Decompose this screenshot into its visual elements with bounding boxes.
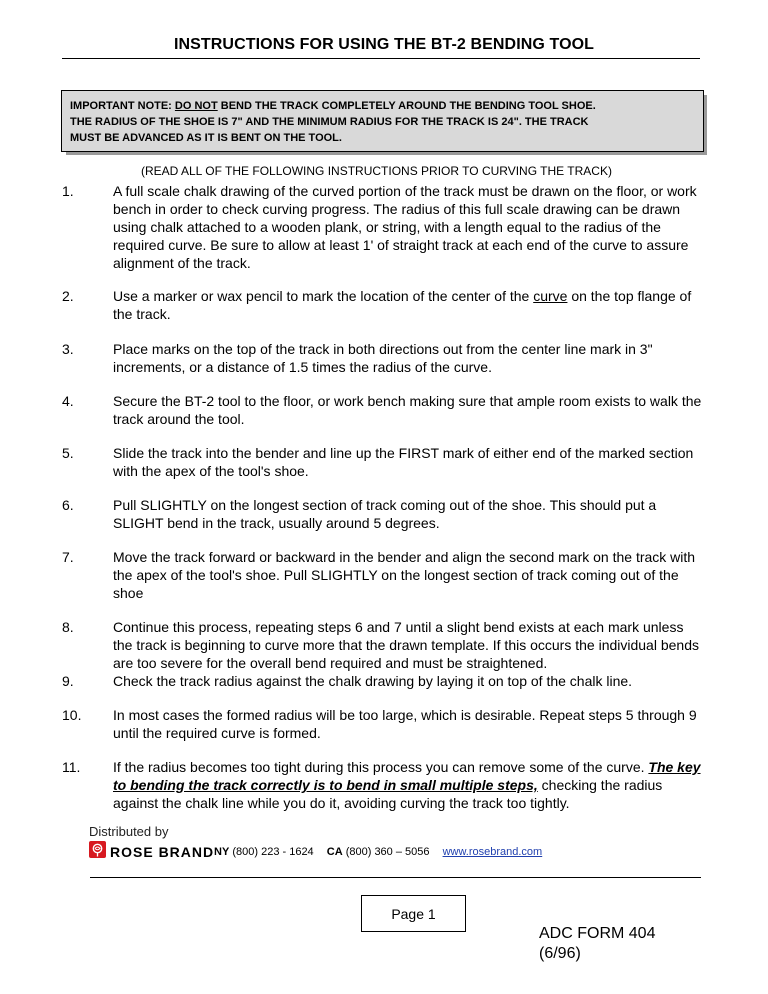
ny-label: NY: [214, 846, 230, 858]
step-number: 5.: [62, 445, 74, 461]
step-number: 3.: [62, 341, 74, 357]
step-text: Slide the track into the bender and line up the FIRST mark of either end of the marked section with the apex of the tool's shoe.: [113, 445, 694, 479]
note-prefix: IMPORTANT NOTE:: [70, 100, 175, 112]
ny-phone: (800) 223 - 1624: [232, 846, 314, 858]
step-text: Move the track forward or backward in the bender and align the second mark on the track with the apex of the tool's shoe. Pull SLIGHTLY on the longest section of track coming out of the shoe: [113, 549, 696, 601]
ca-phone: (800) 360 – 5056: [345, 846, 430, 858]
ca-label: CA: [326, 846, 343, 858]
footer-divider: [90, 877, 701, 878]
step-number: 10.: [62, 707, 82, 723]
step-text: Continue this process, repeating steps 6 and 7 until a slight bend exists at each mark unless the track is beginning to curve more that the drawn template. If this occurs the individual bends are too severe for the overall bend required and must be straightened.: [113, 619, 699, 671]
step-text: [113, 287, 703, 323]
step-number: 1.: [62, 183, 74, 199]
step-text: Pull SLIGHTLY on the longest section of track coming out of the shoe. This should put a SLIGHT bend in the track, usually around 5 degrees.: [113, 497, 657, 531]
step-text: Check the track radius against the chalk drawing by laying it on top of the chalk line.: [113, 673, 633, 689]
step-number: 4.: [62, 393, 74, 409]
step-number: 11.: [62, 759, 81, 775]
step-number: 7.: [62, 549, 74, 565]
step-text: [113, 758, 703, 812]
step-text-part: on the top flange of the track.: [113, 288, 692, 322]
logo-text: ROSE BRAND: [110, 844, 215, 860]
step-text: In most cases the formed radius will be too large, which is desirable. Repeat steps 5 through 9 until the required curve is formed.: [113, 707, 697, 741]
note-line-3: MUST BE ADVANCED AS IT IS BENT ON THE TOOL.: [70, 132, 342, 144]
step-number: 9.: [62, 673, 74, 689]
contact-line: [214, 846, 542, 858]
step-text-underlined: curve: [533, 288, 568, 304]
note-line-1: [70, 98, 695, 114]
rose-brand-logo: [89, 843, 214, 861]
website-link[interactable]: www.rosebrand.com: [442, 846, 543, 858]
form-date: (6/96): [539, 945, 581, 962]
step-text: Place marks on the top of the track in both directions out from the center line mark in 3" increments, or a distance of 1.5 times the radius of the curve.: [113, 341, 653, 375]
note-line-2: THE RADIUS OF THE SHOE IS 7" AND THE MINIMUM RADIUS FOR THE TRACK IS 24". THE TRACK: [70, 116, 589, 128]
note-emphasis: DO NOT: [174, 100, 218, 112]
step-text: A full scale chalk drawing of the curved portion of the track must be drawn on the floor, or work bench in order to check curving progress. The radius of this full scale drawing can be drawn using chalk attached to a wooden plank, or string, with a length equal to the radius of the required curve. Be sure to allow at least 1' of straight track at each end of the curve to assure alignment of the track.: [113, 183, 697, 271]
form-identifier: [539, 924, 655, 964]
step-text: Secure the BT-2 tool to the floor, or work bench making sure that ample room exists to walk the track around the tool.: [113, 393, 702, 427]
rose-icon: [89, 841, 106, 863]
document-title: INSTRUCTIONS FOR USING THE BT-2 BENDING TOOL: [173, 36, 595, 53]
step-text-part: checking the radius against the chalk line while you do it, avoiding curving the track too tightly.: [113, 777, 663, 811]
step-number: 8.: [62, 619, 74, 635]
step-text-part: If the radius becomes too tight during this process you can remove some of the curve.: [113, 759, 649, 775]
title-divider: [62, 58, 700, 59]
step-text-emphasis: The key to bending the track correctly is to bend in small multiple steps,: [113, 759, 701, 793]
important-note-box: [61, 90, 704, 152]
step-number: 2.: [62, 288, 74, 304]
read-all-instruction: (READ ALL OF THE FOLLOWING INSTRUCTIONS PRIOR TO CURVING THE TRACK): [141, 164, 612, 178]
step-number: 6.: [62, 497, 74, 513]
note-line1-rest: BEND THE TRACK COMPLETELY AROUND THE BENDING TOOL SHOE.: [217, 100, 596, 112]
page-number: Page 1: [391, 905, 436, 922]
step-text-part: Use a marker or wax pencil to mark the location of the center of the: [113, 288, 534, 304]
page-number-box: [361, 895, 466, 932]
form-number: ADC FORM 404: [539, 925, 656, 942]
distributed-by-label: Distributed by: [89, 824, 169, 839]
